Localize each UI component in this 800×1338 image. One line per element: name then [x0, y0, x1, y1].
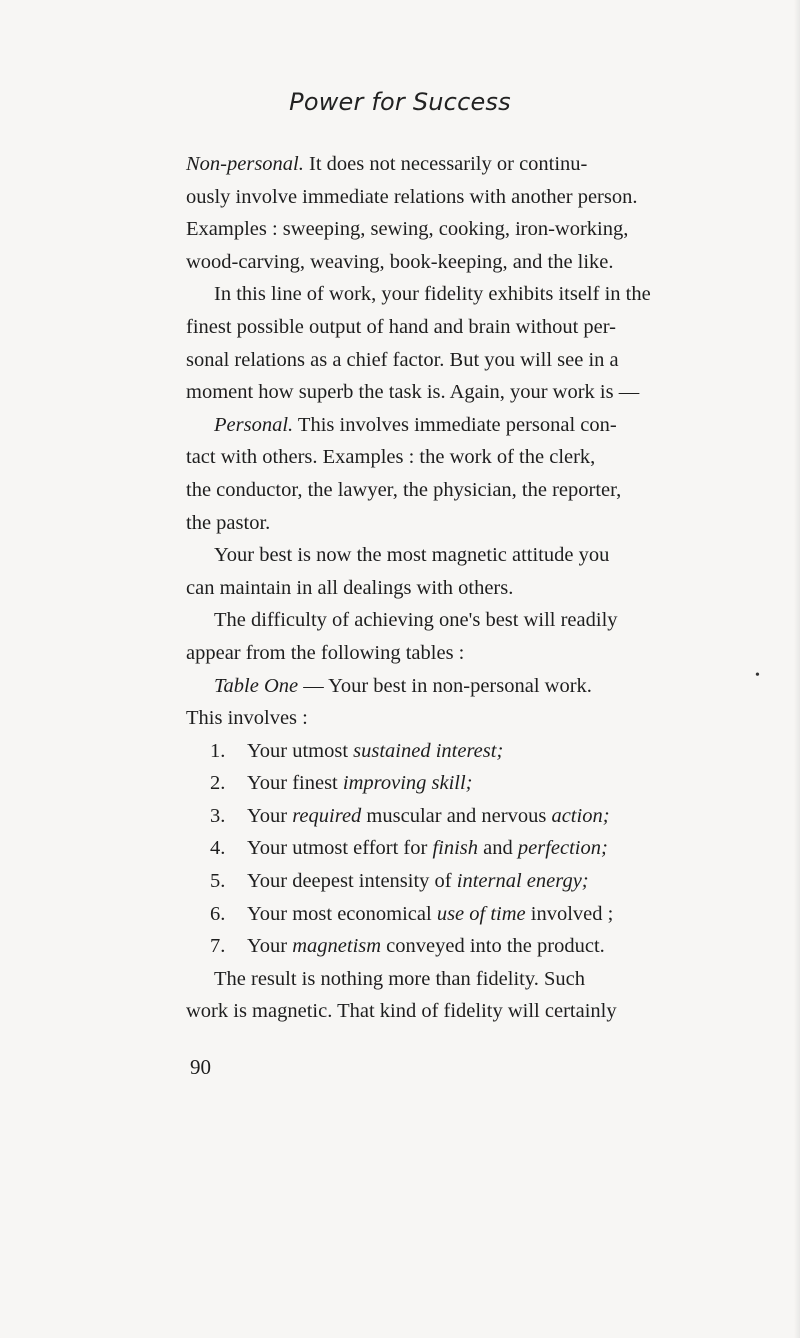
para6-line1-text: — Your best in non-personal work. — [303, 674, 592, 697]
para3-line1-text: This involves immediate personal con- — [297, 413, 617, 436]
para1-line1-text: It does not necessarily or continu- — [309, 153, 588, 175]
list-text: Your finest improving skill; — [247, 772, 473, 795]
page-edge-shadow — [794, 0, 800, 1338]
table-one-label: Table One — [214, 674, 299, 697]
para5-line2: appear from the following tables : — [186, 641, 465, 664]
para1-line2: ously involve immediate relations with another person. — [186, 185, 638, 208]
list-text: Your most economical use of time involved ; — [247, 902, 614, 925]
para3-line1 — [186, 409, 741, 442]
list-item — [186, 735, 741, 768]
para3-line3: the conductor, the lawyer, the physician, the reporter, — [186, 478, 622, 501]
list-item — [186, 832, 741, 865]
para5-line1: The difficulty of achieving one's best will readily — [214, 609, 618, 632]
para1-line1 — [186, 148, 741, 181]
running-head: Power for Success — [289, 88, 511, 116]
para4-line2: can maintain in all dealings with others. — [186, 576, 514, 599]
body-text — [186, 148, 741, 1028]
list-item — [186, 767, 741, 800]
list-item — [186, 865, 741, 898]
list-number: 4. — [210, 837, 226, 860]
list-number: 3. — [210, 804, 226, 827]
para6-line2: This involves : — [186, 707, 308, 730]
list-text: Your required muscular and nervous action; — [247, 804, 610, 827]
para1-line4: wood-carving, weaving, book-keeping, and the like. — [186, 250, 614, 273]
list-text: Your magnetism conveyed into the product. — [247, 935, 605, 958]
para2-line4: moment how superb the task is. Again, your work is — — [186, 381, 640, 404]
margin-dot-mark: • — [755, 668, 760, 683]
para3-line2: tact with others. Examples : the work of the clerk, — [186, 446, 596, 469]
para1-line3: Examples : sweeping, sewing, cooking, iron-working, — [186, 218, 629, 241]
term-personal: Personal. — [214, 413, 294, 436]
para4-line1: Your best is now the most magnetic attitude you — [214, 544, 610, 567]
term-non-personal: Non-personal. — [186, 153, 304, 175]
page-number: 90 — [190, 1055, 211, 1079]
list-item — [186, 930, 741, 963]
list-number: 2. — [210, 772, 226, 795]
para7-line2: work is magnetic. That kind of fidelity will certainly — [186, 1000, 617, 1023]
list-number: 1. — [210, 739, 226, 762]
list-number: 6. — [210, 902, 226, 925]
list-text: Your deepest intensity of internal energy; — [247, 870, 589, 893]
para2-line1: In this line of work, your fidelity exhibits itself in the — [214, 283, 651, 306]
list-number: 5. — [210, 870, 226, 893]
list-item — [186, 800, 741, 833]
list-text: Your utmost effort for finish and perfection; — [247, 837, 608, 860]
para2-line2: finest possible output of hand and brain without per- — [186, 315, 617, 338]
para6-line1 — [186, 670, 741, 703]
list-number: 7. — [210, 935, 226, 958]
list-item — [186, 898, 741, 931]
para2-line3: sonal relations as a chief factor. But you will see in a — [186, 348, 619, 371]
para3-line4: the pastor. — [186, 511, 271, 534]
para7-line1: The result is nothing more than fidelity. Such — [214, 967, 586, 990]
list-text: Your utmost sustained interest; — [247, 739, 504, 762]
